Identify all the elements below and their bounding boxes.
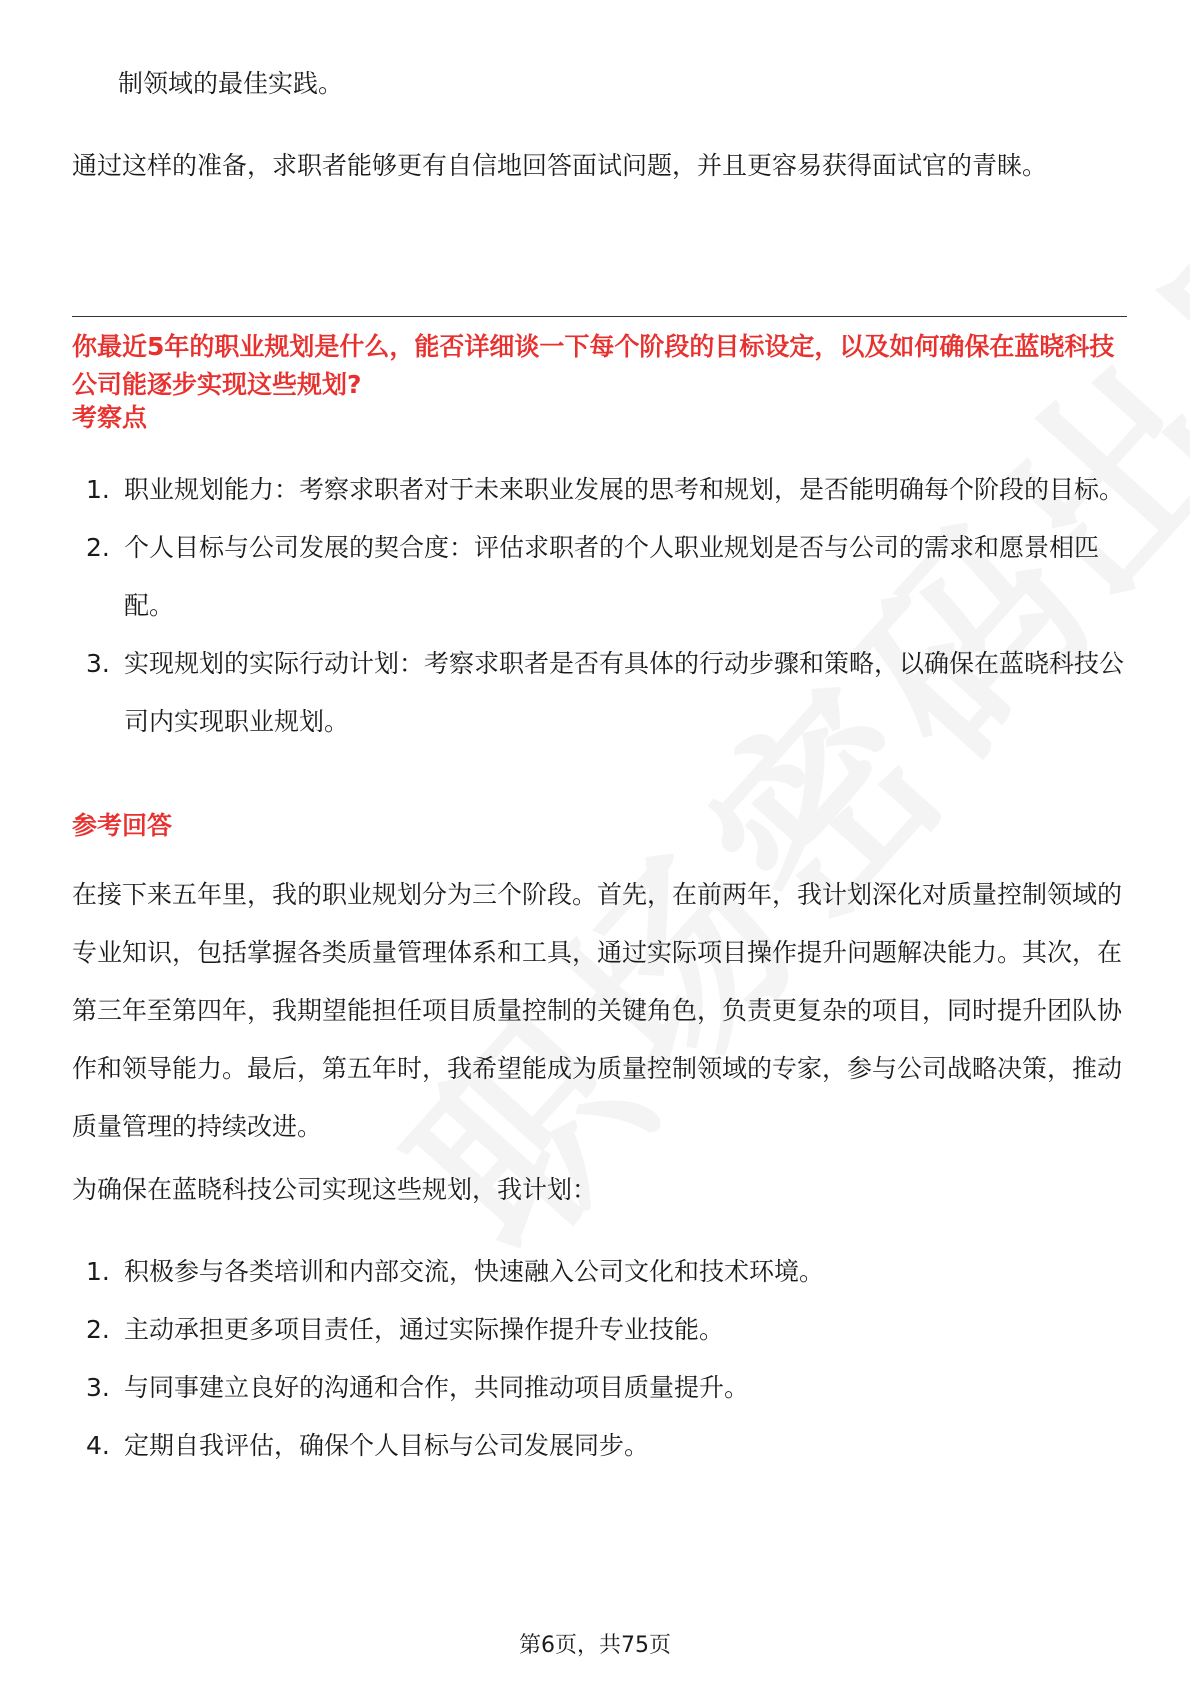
list-item-text: 主动承担更多项目责任，通过实际操作提升专业技能。 xyxy=(124,1315,725,1344)
intro-paragraph: 通过这样的准备，求职者能够更有自信地回答面试问题，并且更容易获得面试官的青睐。 xyxy=(72,151,1048,180)
list-item xyxy=(72,1301,1132,1359)
answer-paragraph: 在接下来五年里，我的职业规划分为三个阶段。首先，在前两年，我计划深化对质量控制领域的专业知识，包括掌握各类质量管理体系和工具，通过实际项目操作提升问题解决能力。其次，在第三年至第四年，我期望能担任项目质量控制的关键角色，负责更复杂的项目，同时提升团队协作和领导能力。最后，第五年时，我希望能成为质量控制领域的专家，参与公司战略决策，推动质量管理的持续改进。 xyxy=(72,880,1123,1141)
list-number: 3. xyxy=(86,1373,110,1402)
continuation-text: 制领域的最佳实践。 xyxy=(118,69,344,98)
section-divider xyxy=(72,316,1127,317)
list-item xyxy=(72,1417,1132,1475)
list-number: 1. xyxy=(86,475,110,504)
list-item-text: 定期自我评估，确保个人目标与公司发展同步。 xyxy=(124,1431,650,1460)
list-number: 2. xyxy=(86,533,110,562)
list-number: 2. xyxy=(86,1315,110,1344)
list-item-text: 与同事建立良好的沟通和合作，共同推动项目质量提升。 xyxy=(124,1373,750,1402)
list-item xyxy=(72,519,1132,635)
list-item xyxy=(72,1243,1132,1301)
focus-heading: 考察点 xyxy=(72,403,148,432)
list-number: 1. xyxy=(86,1257,110,1286)
list-item xyxy=(72,1359,1132,1417)
list-item-text: 积极参与各类培训和内部交流，快速融入公司文化和技术环境。 xyxy=(124,1257,825,1286)
page-number: 第6页，共75页 xyxy=(519,1633,671,1658)
plan-intro-paragraph: 为确保在蓝晓科技公司实现这些规划，我计划： xyxy=(72,1175,598,1204)
list-number: 3. xyxy=(86,649,110,678)
list-item-text: 职业规划能力：考察求职者对于未来职业发展的思考和规划，是否能明确每个阶段的目标。 xyxy=(124,475,1125,504)
list-item xyxy=(72,635,1132,751)
list-number: 4. xyxy=(86,1431,110,1460)
answer-heading: 参考回答 xyxy=(72,811,173,840)
list-item xyxy=(72,461,1132,519)
focus-list xyxy=(72,461,1132,751)
plan-list xyxy=(72,1243,1132,1475)
question-title: 你最近5年的职业规划是什么，能否详细谈一下每个阶段的目标设定，以及如何确保在蓝晓科技公司能逐步实现这些规划? xyxy=(72,332,1115,399)
list-item-text: 个人目标与公司发展的契合度：评估求职者的个人职业规划是否与公司的需求和愿景相匹配。 xyxy=(124,533,1100,620)
list-item-text: 实现规划的实际行动计划：考察求职者是否有具体的行动步骤和策略，以确保在蓝晓科技公司内实现职业规划。 xyxy=(124,649,1125,736)
